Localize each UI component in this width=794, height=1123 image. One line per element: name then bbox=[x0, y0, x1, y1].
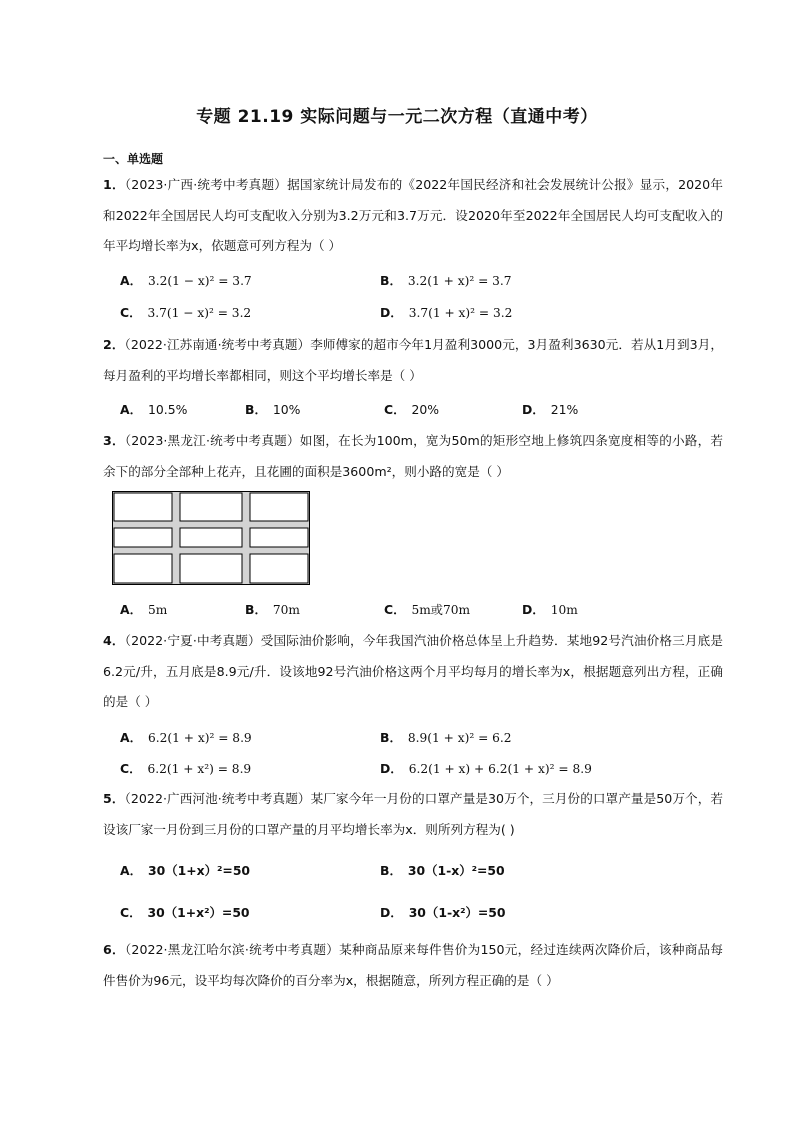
question-source: （2022·江苏南通·统考中考真题） bbox=[124, 337, 311, 352]
question-source: （2023·黑龙江·统考中考真题） bbox=[124, 433, 300, 448]
option-a: A． 30（1+x）²=50 bbox=[120, 863, 251, 878]
question-text: 某厂家今年一月份的口罩产量是30万个，三月份的口罩产量是50万个，若设该厂家一月份到三月份的口罩产量的月平均增长率为x．则所列方程为( ) bbox=[103, 791, 723, 837]
option-b: B． 3.2(1 + x)² = 3.7 bbox=[380, 273, 512, 288]
question-number: 6． bbox=[103, 942, 125, 957]
question-text: 据国家统计局发布的《2022年国民经济和社会发展统计公报》显示，2020年和2022年全国居民人均可支配收入分别为3.2万元和3.7万元．设2020年至2022年全国居民人均可支配收入的年平均增长率为x，依题意可列方程为（ ） bbox=[103, 177, 723, 253]
question-5 bbox=[103, 784, 723, 845]
option-b: B． 10% bbox=[245, 402, 301, 417]
question-number: 1． bbox=[103, 177, 125, 192]
option-c: C． 6.2(1 + x²) = 8.9 bbox=[120, 761, 252, 776]
option-c: C． 30（1+x²）=50 bbox=[120, 905, 250, 920]
question-text: 如图，在长为100m，宽为50m的矩形空地上修筑四条宽度相等的小路，若余下的部分全部种上花卉，且花圃的面积是3600m²，则小路的宽是（ ） bbox=[103, 433, 723, 479]
option-c: C． 20% bbox=[384, 402, 440, 417]
question-number: 4． bbox=[103, 633, 125, 648]
garden-path-figure bbox=[112, 491, 312, 587]
question-6 bbox=[103, 935, 723, 996]
option-c: C． 3.7(1 − x)² = 3.2 bbox=[120, 305, 252, 320]
option-d: D． 3.7(1 + x)² = 3.2 bbox=[380, 305, 513, 320]
option-d: D． 21% bbox=[522, 402, 579, 417]
question-source: （2022·黑龙江哈尔滨·统考中考真题） bbox=[124, 942, 340, 957]
question-text: 受国际油价影响，今年我国汽油价格总体呈上升趋势．某地92号汽油价格三月底是6.2元/升，五月底是8.9元/升．设该地92号汽油价格这两个月平均每月的增长率为x，根据题意列出方程，正确的是（ ） bbox=[103, 633, 723, 709]
option-b: B． 8.9(1 + x)² = 6.2 bbox=[380, 730, 512, 745]
question-2 bbox=[103, 330, 723, 391]
option-b: B． 30（1-x）²=50 bbox=[380, 863, 505, 878]
question-source: （2023·广西·统考中考真题） bbox=[124, 177, 288, 192]
question-number: 2． bbox=[103, 337, 125, 352]
option-a: A． 6.2(1 + x)² = 8.9 bbox=[120, 730, 252, 745]
option-c: C． 5m或70m bbox=[384, 602, 471, 617]
option-d: D． 10m bbox=[522, 602, 578, 617]
question-number: 3． bbox=[103, 433, 125, 448]
question-number: 5． bbox=[103, 791, 125, 806]
question-source: （2022·宁夏·中考真题） bbox=[124, 633, 261, 648]
question-4 bbox=[103, 626, 723, 718]
option-a: A． 5m bbox=[120, 602, 168, 617]
section-heading: 一、单选题 bbox=[103, 152, 164, 166]
option-a: A． 10.5% bbox=[120, 402, 188, 417]
option-d: D． 30（1-x²）=50 bbox=[380, 905, 506, 920]
page-title: 专题 21.19 实际问题与一元二次方程（直通中考） bbox=[196, 107, 598, 127]
flower-beds bbox=[114, 493, 308, 583]
question-3 bbox=[103, 426, 723, 487]
question-source: （2022·广西河池·统考中考真题） bbox=[124, 791, 311, 806]
option-a: A． 3.2(1 − x)² = 3.7 bbox=[120, 273, 252, 288]
question-1 bbox=[103, 170, 723, 262]
question-text: 李师傅家的超市今年1月盈利3000元，3月盈利3630元．若从1月到3月，每月盈利的平均增长率都相同，则这个平均增长率是（ ） bbox=[103, 337, 723, 383]
question-text: 某种商品原来每件售价为150元，经过连续两次降价后，该种商品每件售价为96元，设平均每次降价的百分率为x，根据随意，所列方程正确的是（ ） bbox=[103, 942, 723, 988]
option-b: B． 70m bbox=[245, 602, 300, 617]
option-d: D． 6.2(1 + x) + 6.2(1 + x)² = 8.9 bbox=[380, 761, 592, 776]
